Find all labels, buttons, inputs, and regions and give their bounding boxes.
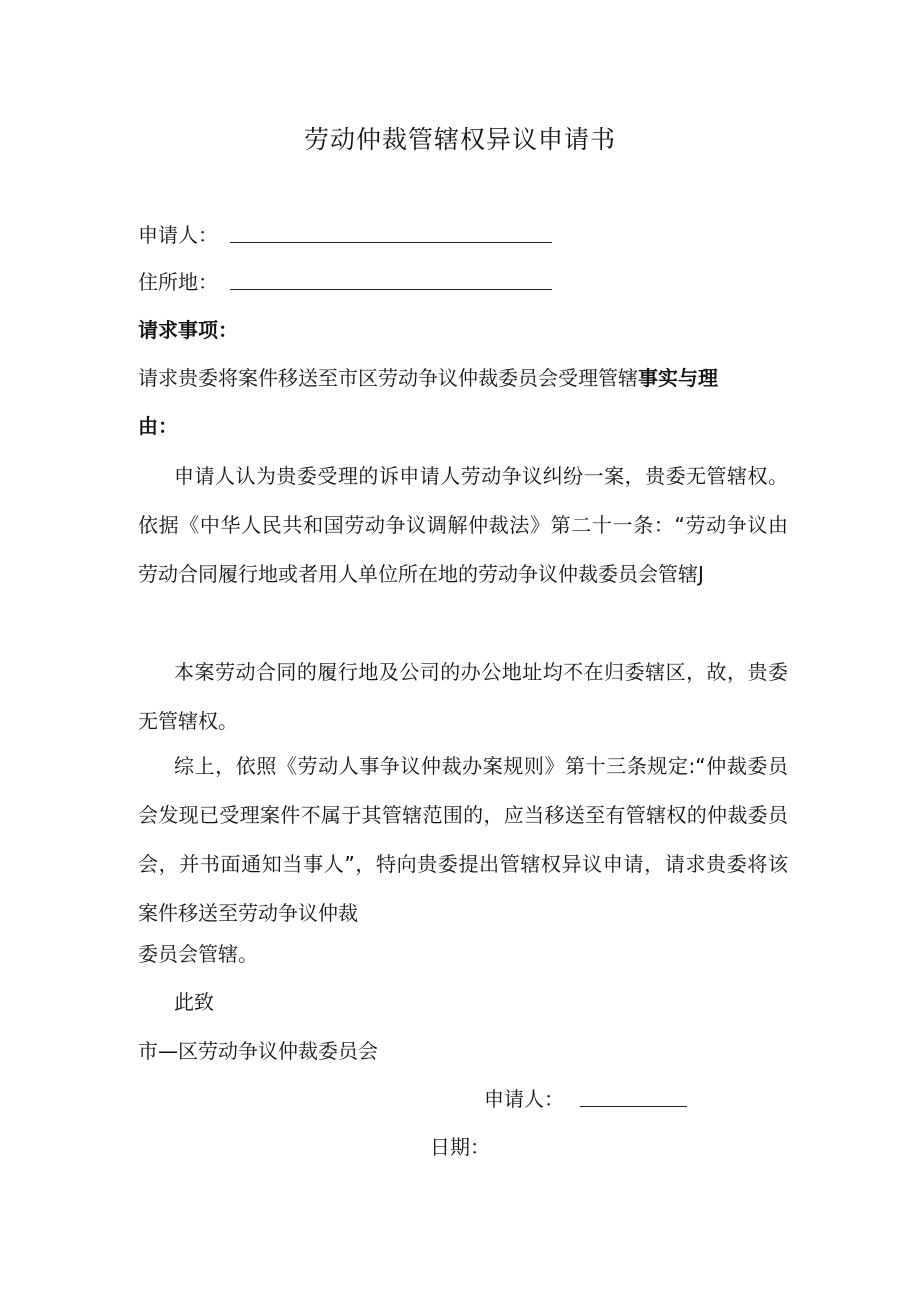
signature-label: 申请人： — [484, 1087, 564, 1111]
request-line — [138, 363, 718, 393]
date-label: 日期： — [430, 1135, 490, 1159]
paragraph-conclusion-tail: 委员会管辖。 — [138, 942, 258, 966]
recipient: 市—区劳动争议仲裁委员会 — [138, 1039, 378, 1063]
applicant-label: 申请人： — [138, 223, 218, 247]
request-heading: 请求事项： — [138, 318, 238, 342]
document-title: 劳动仲裁管辖权异议申请书 — [303, 125, 616, 154]
applicant-blank-line — [230, 242, 552, 243]
paragraph-case-location: 本案劳动合同的履行地及公司的办公地址均不在归委辖区，故，贵委无管辖权。 — [138, 660, 788, 733]
paragraph-jurisdiction-basis: 申请人认为贵委受理的诉申请人劳动争议纠纷一案，贵委无管辖权。依据《中华人民共和国劳动争议调解仲裁法》第二十一条：“劳动争议由劳动合同履行地或者用人单位所在地的劳动争议仲裁委员会管辖J — [138, 464, 788, 586]
closing-phrase: 此致 — [174, 990, 214, 1014]
facts-heading-part1: 事实与理 — [638, 366, 718, 390]
address-label: 住所地： — [138, 270, 218, 294]
request-text: 请求贵委将案件移送至市区劳动争议仲裁委员会受理管辖 — [138, 366, 638, 390]
paragraph-conclusion: 综上，依照《劳动人事争议仲裁办案规则》第十三条规定:“仲裁委员会发现已受理案件不属于其管辖范围的，应当移送至有管辖权的仲裁委员会，并书面通知当事人”，特向贵委提出管辖权异议申请，请求贵委将该案件移送至劳动争议仲裁 — [138, 754, 788, 925]
address-blank-line — [230, 289, 552, 290]
facts-heading-part2: 由： — [138, 414, 178, 438]
signature-blank-line — [580, 1106, 687, 1107]
